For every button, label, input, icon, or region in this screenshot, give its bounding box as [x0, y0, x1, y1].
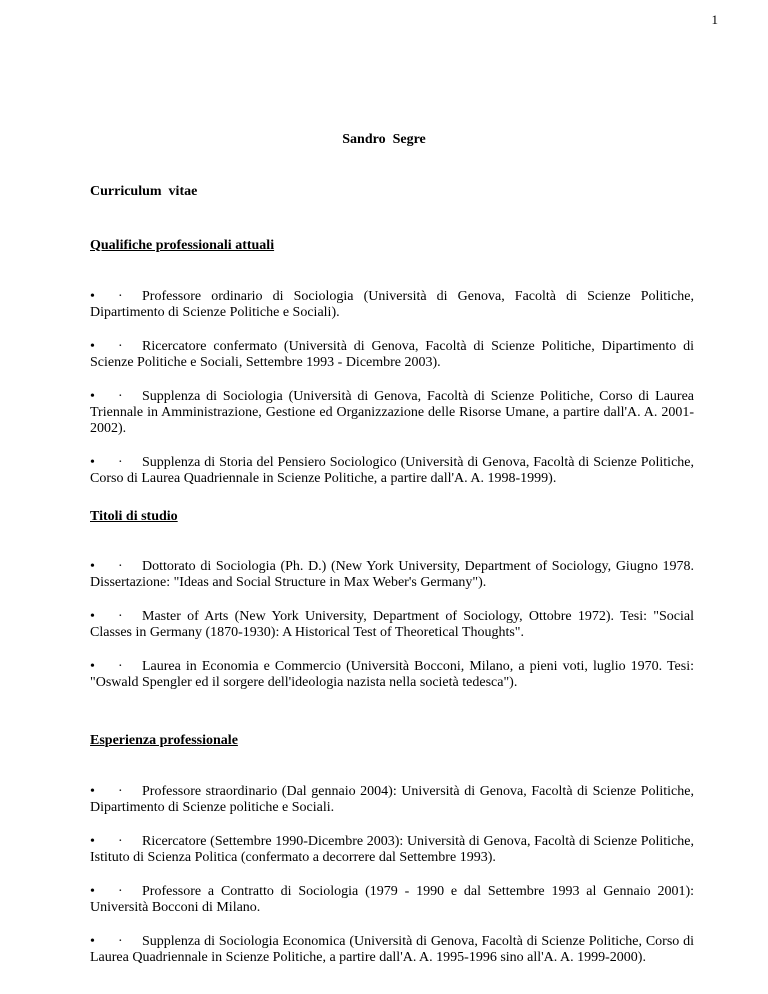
list-item: • · Ricercatore confermato (Università di Genova, Facoltà di Scienze Politiche, Dipartimento di Scienze Politiche e Sociali, Settembre 1993 - Dicembre 2003).	[90, 339, 694, 370]
bullet-icon: •	[90, 559, 95, 574]
section-heading-esperienza: Esperienza professionale	[90, 733, 238, 748]
bullet-icon: •	[90, 884, 95, 899]
document-title: Curriculum vitae	[90, 184, 198, 199]
list-item: • · Supplenza di Sociologia Economica (Università di Genova, Facoltà di Scienze Politiche, Corso di Laurea Quadriennale in Scienze Politiche, a partire dall'A. A. 1995-1996 sino all'A. A. 1999-2000).	[90, 934, 694, 965]
list-item: • · Master of Arts (New York University, Department of Sociology, Ottobre 1972). Tesi: "Social Classes in Germany (1870-1930): A Historical Test of Theoretical Thoughts".	[90, 609, 694, 640]
list-item: • · Ricercatore (Settembre 1990-Dicembre 2003): Università di Genova, Facoltà di Scienze Politiche, Istituto di Scienza Politica (confermato a decorrere dal Settembre 1993).	[90, 834, 694, 865]
list-item: • · Laurea in Economia e Commercio (Università Bocconi, Milano, a pieni voti, luglio 1970. Tesi: "Oswald Spengler ed il sorgere dell'ideologia nazista nella società tedesca").	[90, 659, 694, 690]
section-heading-titoli: Titoli di studio	[90, 509, 178, 524]
list-item-text: Dottorato di Sociologia (Ph. D.) (New York University, Department of Sociology, Giugno 1978. Dissertazione: "Ideas and Social Structure in Max Weber's Germany").	[90, 559, 694, 590]
list-item: • · Dottorato di Sociologia (Ph. D.) (New York University, Department of Sociology, Giugno 1978. Dissertazione: "Ideas and Social Structure in Max Weber's Germany").	[90, 559, 694, 590]
list-item: • · Professore ordinario di Sociologia (Università di Genova, Facoltà di Scienze Politiche, Dipartimento di Scienze Politiche e Sociali).	[90, 289, 694, 320]
list-item-text: Supplenza di Sociologia Economica (Università di Genova, Facoltà di Scienze Politiche, Corso di Laurea Quadriennale in Scienze Politiche, a partire dall'A. A. 1995-1996 sino all'A. A. 1999-2000).	[90, 934, 694, 965]
bullet-icon: •	[90, 609, 95, 624]
page-number: 1	[711, 12, 718, 27]
list-item-text: Supplenza di Storia del Pensiero Sociologico (Università di Genova, Facoltà di Scienze Politiche, Corso di Laurea Quadriennale in Scienze Politiche, a partire dall'A. A. 1998-1999).	[90, 455, 694, 486]
list-item-text: Ricercatore confermato (Università di Genova, Facoltà di Scienze Politiche, Dipartimento di Scienze Politiche e Sociali, Settembre 1993 - Dicembre 2003).	[90, 339, 694, 370]
list-item-text: Ricercatore (Settembre 1990-Dicembre 2003): Università di Genova, Facoltà di Scienze Politiche, Istituto di Scienza Politica (confermato a decorrere dal Settembre 1993).	[90, 834, 694, 865]
list-item-text: Laurea in Economia e Commercio (Università Bocconi, Milano, a pieni voti, luglio 1970. Tesi: "Oswald Spengler ed il sorgere dell'ideologia nazista nella società tedesca").	[90, 659, 694, 690]
list-item: • · Supplenza di Storia del Pensiero Sociologico (Università di Genova, Facoltà di Scienze Politiche, Corso di Laurea Quadriennale in Scienze Politiche, a partire dall'A. A. 1998-1999).	[90, 455, 694, 486]
bullet-icon: •	[90, 784, 95, 799]
list-item-text: Master of Arts (New York University, Department of Sociology, Ottobre 1972). Tesi: "Social Classes in Germany (1870-1930): A Historical Test of Theoretical Thoughts".	[90, 609, 694, 640]
bullet-icon: •	[90, 455, 95, 470]
list-item: • · Supplenza di Sociologia (Università di Genova, Facoltà di Scienze Politiche, Corso di Laurea Triennale in Amministrazione, Gestione ed Organizzazione delle Risorse Umane, a partire dall'A. A. 2001-2002).	[90, 389, 694, 436]
list-item: • · Professore a Contratto di Sociologia (1979 - 1990 e dal Settembre 1993 al Gennaio 2001): Università Bocconi di Milano.	[90, 884, 694, 915]
bullet-icon: •	[90, 289, 95, 304]
list-item: • · Professore straordinario (Dal gennaio 2004): Università di Genova, Facoltà di Scienze Politiche, Dipartimento di Scienze politiche e Sociali.	[90, 784, 694, 815]
bullet-icon: •	[90, 389, 95, 404]
list-item-text: Professore ordinario di Sociologia (Università di Genova, Facoltà di Scienze Politiche, Dipartimento di Scienze Politiche e Sociali).	[90, 289, 694, 320]
bullet-icon: •	[90, 659, 95, 674]
bullet-icon: •	[90, 339, 95, 354]
list-item-text: Professore straordinario (Dal gennaio 2004): Università di Genova, Facoltà di Scienze Politiche, Dipartimento di Scienze politiche e Sociali.	[90, 784, 694, 815]
author-name: Sandro Segre	[342, 132, 426, 147]
bullet-icon: •	[90, 834, 95, 849]
bullet-icon: •	[90, 934, 95, 949]
list-item-text: Supplenza di Sociologia (Università di Genova, Facoltà di Scienze Politiche, Corso di Laurea Triennale in Amministrazione, Gestione ed Organizzazione delle Risorse Umane, a partire dall'A. A. 2001-2002).	[90, 389, 694, 436]
list-item-text: Professore a Contratto di Sociologia (1979 - 1990 e dal Settembre 1993 al Gennaio 2001): Università Bocconi di Milano.	[90, 884, 694, 915]
section-heading-qualifiche: Qualifiche professionali attuali	[90, 238, 275, 253]
